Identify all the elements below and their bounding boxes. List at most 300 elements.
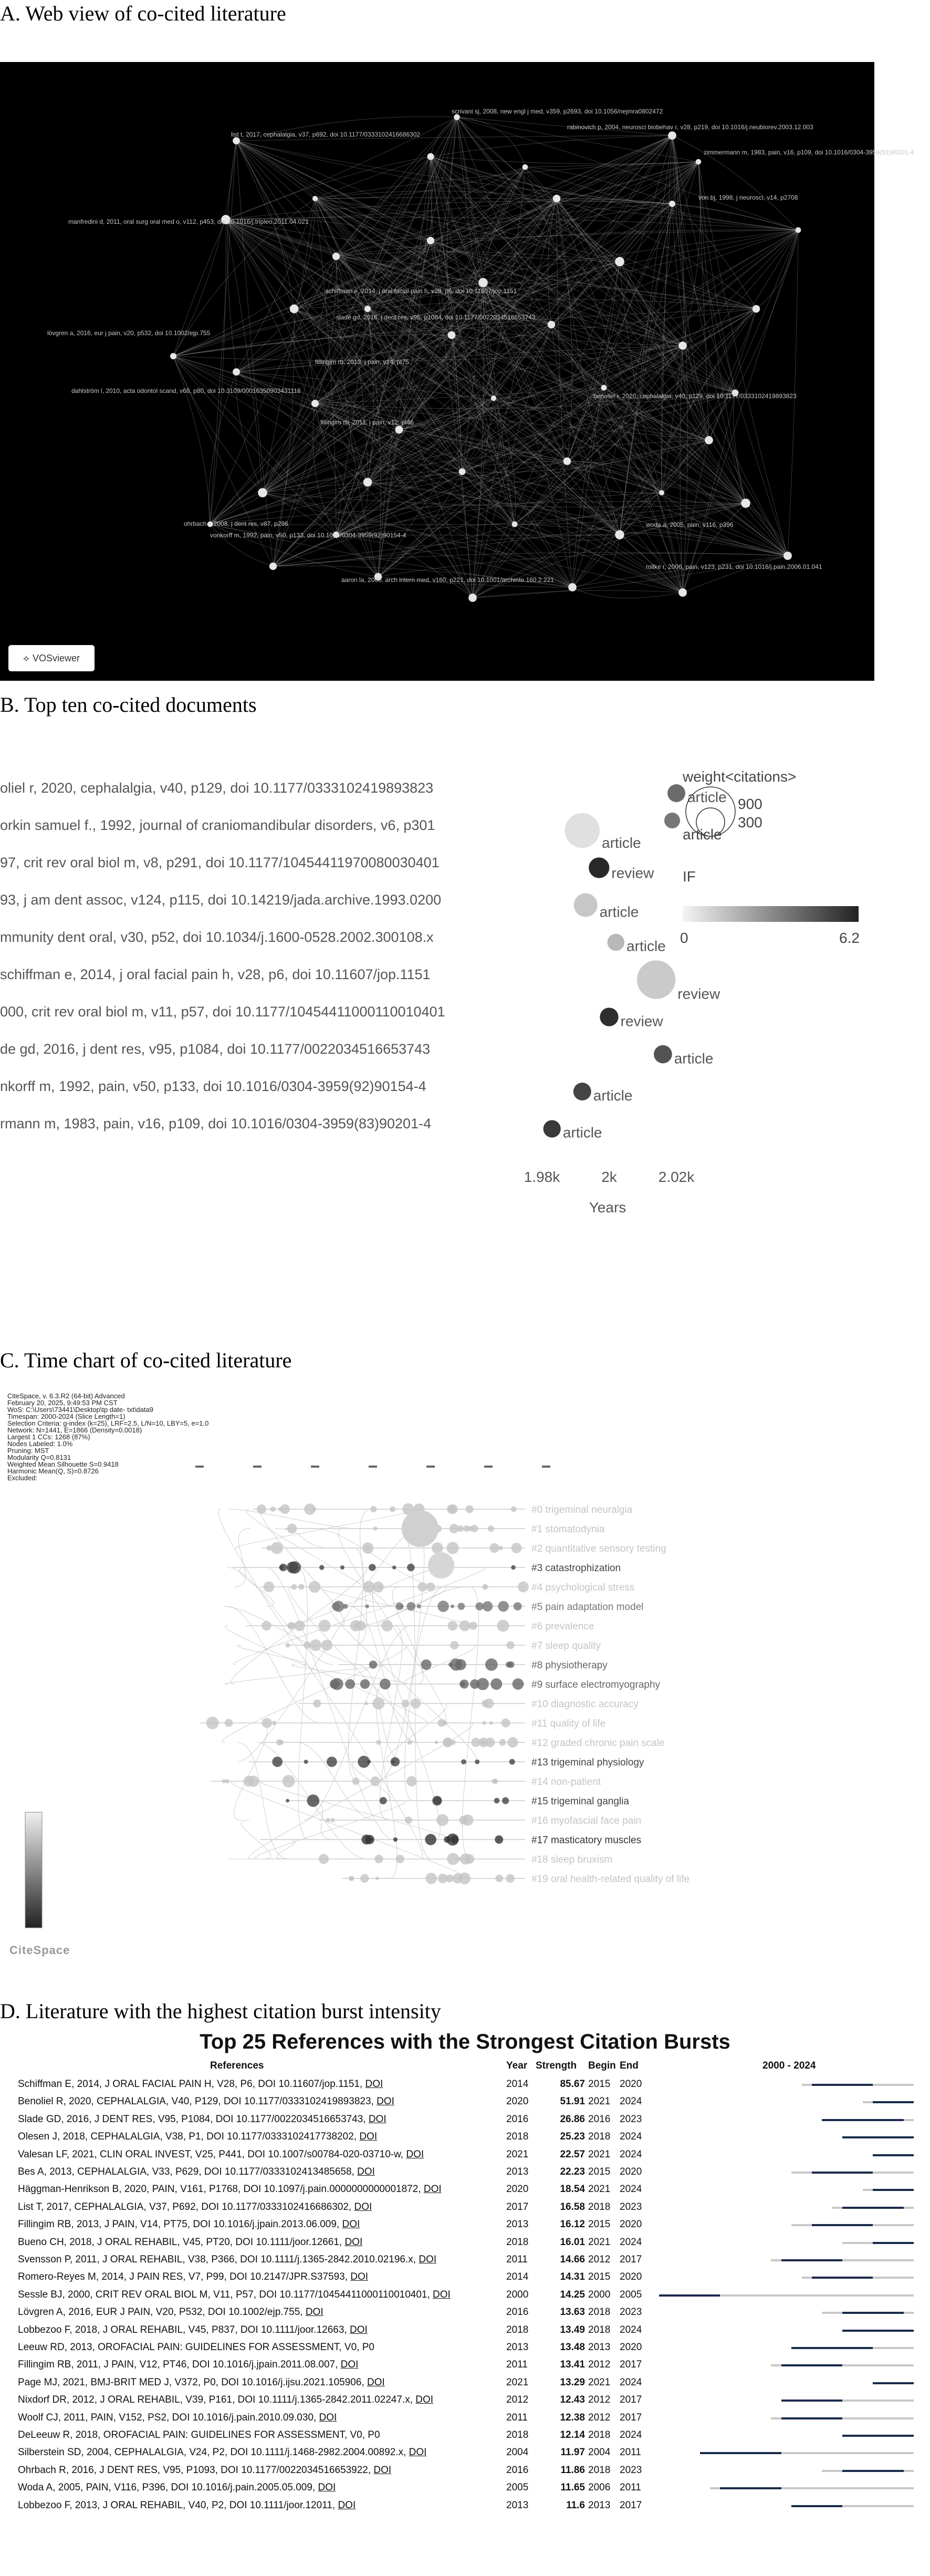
burst-begin: 2006 <box>588 2482 611 2494</box>
cluster-node-large <box>428 1552 454 1578</box>
burst-year: 2020 <box>506 2096 529 2107</box>
timeline-tick <box>426 1466 435 1468</box>
panel-b-title: B. Top ten co-cited documents <box>0 693 257 716</box>
cluster-node <box>247 1775 259 1787</box>
cluster-node <box>350 1620 362 1632</box>
burst-year: 2018 <box>506 2429 529 2440</box>
doi-link[interactable]: DOI <box>373 2464 392 2476</box>
burst-end: 2017 <box>620 2254 642 2265</box>
cluster-node <box>206 1717 219 1729</box>
burst-begin: 2021 <box>588 2096 611 2107</box>
cluster-node <box>280 1504 290 1514</box>
cluster-node <box>286 1799 289 1803</box>
burst-strength: 85.67 <box>560 2079 585 2090</box>
doi-link[interactable]: DOI <box>338 2499 356 2511</box>
burst-reference-text: DeLeeuw R, 2018, OROFACIAL PAIN: GUIDELINES FOR ASSESSMENT, V0, P0 <box>18 2429 380 2440</box>
burst-begin: 2021 <box>588 2236 611 2248</box>
burst-row <box>0 2129 930 2146</box>
burst-interval-bar <box>812 2277 873 2279</box>
network-label: von bj, 1998, j neurosci, v14, p2708 <box>698 194 798 201</box>
network-node <box>553 195 561 203</box>
cluster-node <box>471 1738 480 1747</box>
doc-label: orkin samuel f., 1992, journal of craniomandibular disorders, v6, p301 <box>0 817 435 833</box>
network-node <box>170 353 176 359</box>
burst-interval-bar <box>873 2189 914 2191</box>
doi-link[interactable]: DOI <box>406 2148 424 2160</box>
cluster-node <box>501 1718 510 1727</box>
cluster-node <box>291 1584 297 1590</box>
doi-link[interactable]: DOI <box>319 2412 337 2423</box>
burst-interval-bar <box>822 2119 903 2121</box>
cluster-node <box>267 1545 273 1551</box>
burst-row <box>0 2445 930 2462</box>
burst-row <box>0 2340 930 2357</box>
burst-year: 2014 <box>506 2079 529 2090</box>
network-link <box>672 204 798 230</box>
burst-strength: 22.57 <box>560 2148 585 2160</box>
burst-reference <box>18 2271 500 2283</box>
burst-reference <box>18 2254 500 2266</box>
burst-reference-text: List T, 2017, CEPHALALGIA, V37, P692, DOI 10.1177/0333102416686302, <box>18 2201 354 2213</box>
burst-begin: 2015 <box>588 2271 611 2283</box>
burst-reference-text: Sessle BJ, 2000, CRIT REV ORAL BIOL M, V11, P57, DOI 10.1177/10454411000110010401, <box>18 2289 433 2300</box>
network-node <box>615 257 624 266</box>
citespace-info-line: Timespan: 2000-2024 (Slice Length=1) <box>7 1412 126 1420</box>
cluster-label: #4 psychological stress <box>531 1582 635 1593</box>
cluster-node <box>489 1721 493 1725</box>
network-label: fillingim rb, 2013, j pain, v14, pt75 <box>315 358 409 366</box>
doi-link[interactable]: DOI <box>415 2394 434 2406</box>
network-label: rollke r, 2006, pain, v123, p231, doi 10.1016/j.pain.2006.01.041 <box>646 563 822 570</box>
network-node <box>427 237 434 244</box>
cluster-node <box>321 1639 332 1650</box>
burst-end: 2024 <box>620 2236 642 2248</box>
network-node <box>669 201 675 207</box>
burst-reference-text: Bes A, 2013, CEPHALALGIA, V33, P629, DOI 10.1177/0333102413485658, <box>18 2166 358 2177</box>
cluster-node <box>264 1582 275 1593</box>
cluster-node <box>447 1504 456 1513</box>
burst-begin: 2013 <box>588 2499 611 2511</box>
cluster-node <box>485 1738 495 1748</box>
burst-reference <box>18 2412 500 2424</box>
burst-reference <box>18 2166 500 2178</box>
doi-link[interactable]: DOI <box>359 2131 378 2143</box>
citespace-info-line: Excluded: <box>7 1474 38 1482</box>
network-link <box>734 393 746 503</box>
burst-reference <box>18 2201 500 2213</box>
burst-begin: 2013 <box>588 2342 611 2353</box>
cluster-node <box>373 1526 378 1531</box>
burst-begin: 2018 <box>588 2429 611 2440</box>
network-labels <box>47 108 914 584</box>
network-link <box>315 167 525 199</box>
cluster-node <box>283 1775 295 1788</box>
network-node <box>512 522 518 527</box>
cluster-node <box>469 1622 477 1630</box>
cluster-node <box>287 1524 297 1534</box>
doi-link[interactable]: DOI <box>318 2482 336 2494</box>
cluster-label: #2 quantitative sensory testing <box>531 1543 666 1554</box>
cluster-node <box>475 1759 479 1764</box>
burst-reference <box>18 2079 500 2090</box>
network-node <box>233 137 240 144</box>
timeline-canvas[interactable] <box>0 1387 714 1980</box>
cluster-node <box>279 1565 284 1570</box>
doc-point <box>600 1007 618 1026</box>
cluster-node <box>465 1854 474 1864</box>
cluster-node <box>518 1582 529 1593</box>
x-tick-label: 2k <box>601 1169 617 1185</box>
burst-interval-bar <box>812 2224 873 2226</box>
burst-begin: 2018 <box>588 2201 611 2213</box>
network-link <box>273 535 620 566</box>
burst-row <box>0 2094 930 2111</box>
timeline-link <box>224 1606 361 1665</box>
burst-end: 2023 <box>620 2113 642 2125</box>
doi-link[interactable]: DOI <box>340 2359 359 2371</box>
burst-end: 2005 <box>620 2289 642 2300</box>
burst-title: Top 25 References with the Strongest Citation Bursts <box>200 2030 730 2053</box>
cluster-node <box>365 1604 369 1608</box>
cluster-node <box>499 1739 506 1746</box>
burst-strength: 11.65 <box>560 2482 585 2494</box>
network-link <box>210 220 226 524</box>
burst-strength: 13.49 <box>560 2324 585 2335</box>
citespace-logo: CiteSpace <box>9 1944 70 1957</box>
burst-year: 2016 <box>506 2464 529 2476</box>
cluster-node <box>287 1562 298 1573</box>
doc-label: schiffman e, 2014, j oral facial pain h, v28, p6, doi 10.11607/jop.1151 <box>0 967 431 982</box>
network-node <box>363 478 372 486</box>
doi-link[interactable]: DOI <box>344 2236 363 2248</box>
burst-reference-text: Leeuw RD, 2013, OROFACIAL PAIN: GUIDELINES FOR ASSESSMENT, V0, P0 <box>18 2342 374 2353</box>
burst-begin: 2018 <box>588 2307 611 2318</box>
burst-reference <box>18 2429 500 2441</box>
doc-type-label: article <box>593 1087 633 1104</box>
burst-reference-text: Nixdorf DR, 2012, J ORAL REHABIL, V39, P161, DOI 10.1111/j.1365-2842.2011.02247.x, <box>18 2394 416 2406</box>
doc-type-label: article <box>602 835 641 851</box>
burst-end: 2017 <box>620 2499 642 2511</box>
burst-reference-text: Benoliel R, 2020, CEPHALALGIA, V40, P129, DOI 10.1177/0333102419893823, <box>18 2096 377 2107</box>
doi-link[interactable]: DOI <box>350 2271 369 2283</box>
vosviewer-logo-icon: ⟡ <box>23 652 29 663</box>
cluster-node <box>373 1581 384 1592</box>
burst-interval-bar <box>842 2435 914 2437</box>
doi-link[interactable]: DOI <box>377 2096 394 2107</box>
burst-end: 2024 <box>620 2324 642 2335</box>
burst-reference <box>18 2307 500 2318</box>
doc-point <box>608 934 625 951</box>
burst-row <box>0 2269 930 2287</box>
cluster-label: #9 surface electromyography <box>531 1679 661 1690</box>
network-label: benoliel r, 2020, cephalalgia, v40, p129, doi 10.1177/0333102419893823 <box>593 392 797 400</box>
cluster-node <box>372 1697 384 1709</box>
network-node <box>783 552 792 560</box>
burst-strength: 16.01 <box>560 2236 585 2248</box>
burst-reference-text: Lobbezoo F, 2013, J ORAL REHABIL, V40, P2, DOI 10.1111/joor.12011, <box>18 2499 338 2511</box>
timeline-tick <box>311 1466 319 1468</box>
burst-end: 2020 <box>620 2342 642 2353</box>
cluster-node <box>326 1818 330 1822</box>
burst-strength: 14.31 <box>560 2271 585 2283</box>
burst-year: 2016 <box>506 2307 529 2318</box>
doi-link[interactable]: DOI <box>365 2079 383 2090</box>
burst-reference-text: Silberstein SD, 2004, CEPHALALGIA, V24, P2, DOI 10.1111/j.1468-2982.2004.00892.x, <box>18 2447 409 2458</box>
burst-year: 2021 <box>506 2148 529 2160</box>
timeline-tick <box>484 1466 493 1468</box>
cluster-node <box>393 1837 398 1842</box>
burst-strength: 13.29 <box>560 2376 585 2388</box>
burst-begin: 2012 <box>588 2254 611 2265</box>
cluster-node <box>407 1740 412 1744</box>
burst-row <box>0 2427 930 2445</box>
burst-end: 2024 <box>620 2376 642 2388</box>
burst-row <box>0 2480 930 2497</box>
cluster-node <box>492 1779 497 1783</box>
legend-sample-point <box>664 813 680 828</box>
cluster-node <box>370 1506 377 1512</box>
doi-link[interactable]: DOI <box>423 2184 442 2195</box>
cluster-node <box>407 1564 415 1572</box>
burst-year: 2018 <box>506 2236 529 2248</box>
cluster-node <box>369 1660 377 1668</box>
doi-link[interactable]: DOI <box>349 2324 368 2335</box>
cluster-node <box>457 1525 464 1532</box>
cluster-node <box>453 1873 463 1883</box>
network-node <box>258 488 267 497</box>
burst-reference <box>18 2149 500 2160</box>
doc-point <box>589 857 609 878</box>
cluster-node <box>319 1854 329 1864</box>
cluster-node <box>448 1663 453 1667</box>
network-canvas[interactable] <box>0 62 914 681</box>
burst-begin: 2012 <box>588 2359 611 2371</box>
network-node <box>601 385 607 391</box>
cluster-node <box>288 1622 296 1629</box>
network-node <box>427 153 434 160</box>
network-label: woda a, 2005, pain, v116, p396 <box>646 521 734 528</box>
burst-row <box>0 2410 930 2427</box>
burst-strength: 11.86 <box>560 2464 585 2476</box>
network-label: aaron la, 2000, arch intern med, v160, p221, doi 10.1001/archinte.160.2.221 <box>341 576 554 584</box>
legend-color-min: 0 <box>680 930 688 946</box>
burst-end: 2024 <box>620 2131 642 2143</box>
cluster-label: #13 trigeminal physiology <box>531 1757 644 1768</box>
citespace-info-line: Modularity Q=0.8131 <box>7 1453 71 1461</box>
cluster-node <box>508 1661 514 1668</box>
burst-row <box>0 2076 930 2094</box>
cluster-node <box>349 1876 354 1881</box>
network-link <box>210 141 236 524</box>
burst-strength: 51.91 <box>560 2096 585 2107</box>
burst-reference <box>18 2465 500 2476</box>
cluster-node <box>271 1542 283 1554</box>
burst-end: 2024 <box>620 2096 642 2107</box>
burst-year: 2005 <box>506 2482 529 2494</box>
network-node <box>659 490 664 495</box>
cluster-label: #14 non-patient <box>531 1777 601 1788</box>
burst-interval-bar <box>842 2470 903 2472</box>
doi-link[interactable]: DOI <box>368 2113 386 2125</box>
citespace-info-line: Nodes Labeled: 1.0% <box>7 1440 73 1448</box>
doc-type-label: article <box>599 903 639 920</box>
network-link <box>226 157 431 220</box>
cluster-node <box>360 1874 369 1883</box>
burst-reference <box>18 2342 500 2353</box>
burst-strength: 18.54 <box>560 2184 585 2195</box>
doi-link[interactable]: DOI <box>419 2254 437 2265</box>
cluster-node <box>411 1698 421 1708</box>
network-link <box>263 309 756 493</box>
cluster-node <box>462 1814 474 1826</box>
cluster-node <box>331 1818 335 1822</box>
burst-reference-text: Woda A, 2005, PAIN, V116, P396, DOI 10.1016/j.pain.2005.05.009, <box>18 2482 318 2494</box>
doi-link[interactable]: DOI <box>357 2166 375 2177</box>
citespace-timeline[interactable] <box>0 1387 714 1980</box>
network-link <box>173 325 551 356</box>
network-node <box>311 400 319 407</box>
cluster-node <box>481 1740 485 1744</box>
burst-year: 2013 <box>506 2499 529 2511</box>
burst-reference-text: Woolf CJ, 2011, PAIN, V152, PS2, DOI 10.1016/j.pain.2010.09.030, <box>18 2412 319 2423</box>
network-link <box>709 230 798 440</box>
vosviewer-network[interactable] <box>0 62 914 681</box>
burst-interval-bar <box>873 2382 914 2384</box>
network-node <box>395 425 403 433</box>
cluster-node <box>437 1601 449 1612</box>
panel-a-title: A. Web view of co-cited literature <box>0 2 286 25</box>
doc-point <box>565 813 600 848</box>
burst-strength: 13.41 <box>560 2359 585 2371</box>
doc-label: oliel r, 2020, cephalalgia, v40, p129, doi 10.1177/0333102419893823 <box>0 780 434 796</box>
burst-begin: 2015 <box>588 2166 611 2177</box>
cluster-node <box>446 1874 454 1882</box>
cluster-node <box>483 1601 493 1612</box>
doc-label: nkorff m, 1992, pain, v50, p133, doi 10.1016/0304-3959(92)90154-4 <box>0 1078 426 1094</box>
doc-label: rmann m, 1983, pain, v16, p109, doi 10.1016/0304-3959(83)90201-4 <box>0 1116 432 1131</box>
timeline-link <box>255 1801 406 1859</box>
burst-end: 2023 <box>620 2464 642 2476</box>
network-label: schiffman e, 2014, j oral facial pain h, v28, p6, doi 10.11607/jop.1151 <box>326 287 517 295</box>
burst-reference-text: Romero-Reyes M, 2014, J PAIN RES, V7, P99, DOI 10.2147/JPR.S37593, <box>18 2271 351 2283</box>
doi-link[interactable]: DOI <box>354 2201 372 2213</box>
network-label: slade gd, 2016, j dent res, v95, p1084, doi 10.1177/0022034516653743 <box>336 314 536 321</box>
cluster-node <box>364 1702 368 1705</box>
burst-interval-bar <box>781 2417 842 2419</box>
cluster-node <box>485 1658 498 1671</box>
burst-begin: 2018 <box>588 2324 611 2335</box>
cluster-node <box>425 1834 436 1845</box>
cluster-node <box>502 1797 509 1804</box>
burst-reference <box>18 2482 500 2494</box>
cluster-node <box>513 1678 524 1690</box>
burst-row <box>0 2392 930 2409</box>
burst-interval-bar <box>873 2101 914 2103</box>
doc-type-label: article <box>674 1050 714 1067</box>
cluster-node <box>257 1504 266 1514</box>
timeline-link <box>399 1529 431 1859</box>
cluster-node <box>365 1545 371 1551</box>
citespace-info-line: Pruning: MST <box>7 1447 49 1455</box>
cluster-node <box>421 1659 432 1670</box>
network-link <box>368 309 567 461</box>
timeline-link <box>386 1704 446 1762</box>
burst-end: 2011 <box>620 2447 641 2458</box>
cluster-node <box>495 1875 503 1883</box>
doc-type-label: article <box>626 938 666 954</box>
cluster-node <box>432 1542 443 1554</box>
burst-begin: 2021 <box>588 2184 611 2195</box>
cluster-node <box>345 1679 355 1689</box>
cluster-node <box>455 1659 466 1670</box>
network-node <box>332 253 340 260</box>
burst-end: 2017 <box>620 2412 642 2423</box>
cluster-node <box>494 1798 500 1804</box>
burst-row <box>0 2252 930 2269</box>
header-references: References <box>210 2060 264 2071</box>
network-node <box>705 436 713 444</box>
cluster-node <box>310 1639 321 1651</box>
cluster-node <box>225 1779 229 1783</box>
burst-reference-text: Häggman-Henrikson B, 2020, PAIN, V161, P1768, DOI 10.1097/j.pain.0000000000001872, <box>18 2184 424 2195</box>
citespace-info-line: Harmonic Mean(Q, S)=0.8726 <box>7 1467 99 1475</box>
burst-row <box>0 2304 930 2322</box>
cluster-node <box>285 1643 290 1648</box>
burst-row <box>0 2199 930 2217</box>
cluster-node <box>262 1718 272 1728</box>
header-strength: Strength <box>536 2060 577 2071</box>
x-tick-label: 1.98k <box>524 1169 560 1185</box>
network-node <box>290 305 299 314</box>
cluster-node <box>488 1525 494 1532</box>
cluster-node <box>498 1601 509 1612</box>
burst-interval-bar <box>842 2330 914 2332</box>
burst-strength: 11.6 <box>566 2499 585 2511</box>
doi-link[interactable]: DOI <box>342 2219 360 2230</box>
vosviewer-logo-text: VOSviewer <box>32 652 80 663</box>
burst-interval-bar <box>720 2487 781 2489</box>
doi-link[interactable]: DOI <box>433 2289 451 2300</box>
burst-reference <box>18 2237 500 2248</box>
cluster-node <box>482 1584 488 1590</box>
burst-reference-text: Fillingim RB, 2013, J PAIN, V14, PT75, DOI 10.1016/j.jpain.2013.06.009, <box>18 2219 342 2230</box>
cluster-node <box>392 1565 396 1569</box>
citespace-info-line: Network: N=1441, E=1866 (Density=0.0018) <box>7 1426 142 1434</box>
network-node <box>269 563 277 570</box>
burst-begin: 2015 <box>588 2219 611 2230</box>
header-year: Year <box>506 2060 528 2071</box>
cluster-node <box>497 1619 509 1632</box>
doi-link[interactable]: DOI <box>305 2307 323 2318</box>
cluster-node <box>425 1873 437 1884</box>
cluster-node <box>360 1679 370 1689</box>
burst-strength: 12.38 <box>560 2412 585 2423</box>
network-link <box>683 503 746 593</box>
doi-link[interactable]: DOI <box>367 2376 385 2388</box>
network-label: list t, 2017, cephalalgia, v37, p692, doi 10.1177/0333102416686302 <box>231 131 421 138</box>
network-node <box>696 159 701 164</box>
doi-link[interactable]: DOI <box>409 2447 427 2458</box>
cluster-node <box>380 1679 391 1690</box>
cluster-label: #8 physiotherapy <box>531 1660 608 1671</box>
network-node <box>753 305 760 313</box>
network-node <box>563 458 571 465</box>
cluster-node <box>401 1605 404 1608</box>
cluster-node <box>406 1602 415 1611</box>
cluster-node <box>318 1619 330 1632</box>
header-end: End <box>620 2060 639 2071</box>
cluster-node <box>380 1797 387 1804</box>
